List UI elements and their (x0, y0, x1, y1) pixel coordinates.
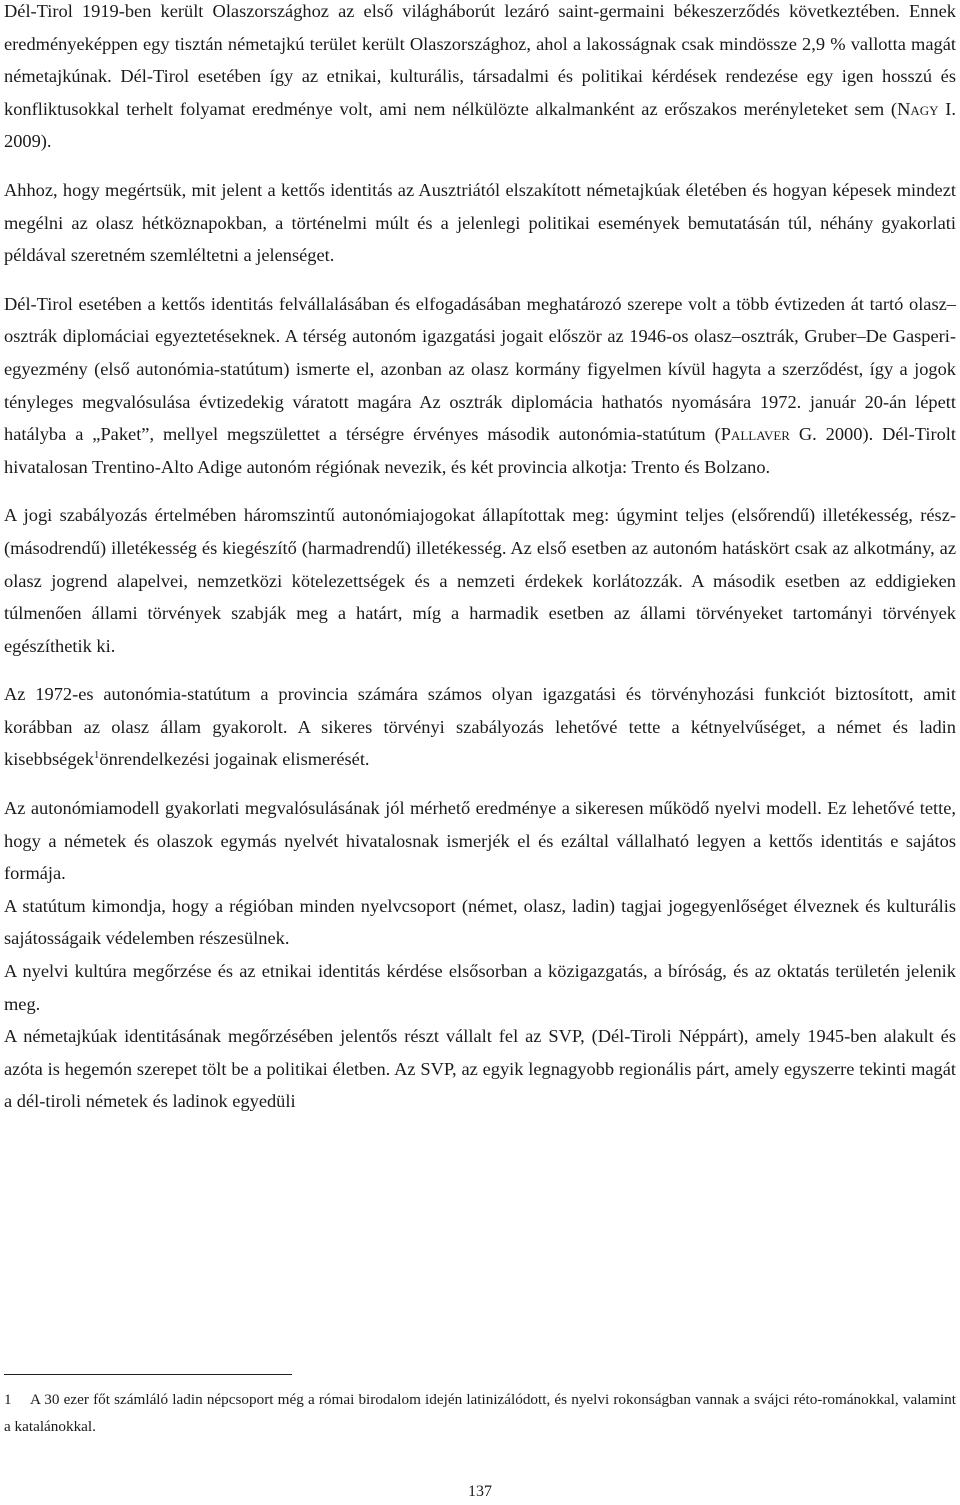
footnote-number: 1 (4, 1391, 12, 1408)
text-run: A statútum kimondja, hogy a régióban minden nyelvcsoport (német, olasz, ladin) tagjai jogegyenlőséget élveznek és kulturális sajátosságaik védelemben részesülnek. (4, 895, 956, 949)
text-run: Dél-Tirol esetében a kettős identitás felvállalásában és elfogadásában meghatározó szerepe volt a több évtizeden át tartó olasz–osztrák diplomáciai egyeztetéseknek. A térség autonóm igazgatási jogait először az 1946-os olasz–osztrák, Gruber–De Gasperi-egyezmény (első autonómia-statútum) ismerte el, azonban az olasz kormány figyelmen kívül hagyta a szerződést, így a jogok tényleges megvalósulása évtizedekig váratott magára Az osztrák diplomácia hathatós nyomására 1972. január 20-án lépett hatályba a „Paket”, mellyel megszülettet a térségre érvényes második autonómia-statútum ( (4, 293, 956, 445)
text-run: I. 2009). (4, 98, 956, 152)
page-body (4, 0, 956, 1118)
text-run: önrendelkezési jogainak elismerését. (99, 749, 370, 770)
text-run: Az autonómiamodell gyakorlati megvalósulásának jól mérhető eredménye a sikeresen működő nyelvi modell. Ez lehetővé tette, hogy a németek és olaszok egymás nyelvét hivatalosnak ismerjék el és ezáltal vállalható legyen a kettős identitás e sajátos formája. (4, 798, 956, 884)
paragraph-5 (4, 678, 956, 776)
paragraph-9 (4, 1020, 956, 1118)
paragraph-1 (4, 0, 956, 158)
text-run: Ahhoz, hogy megértsük, mit jelent a kettős identitás az Ausztriától elszakított németajkúak életében és hogyan képesek mindezt megélni az olasz hétköznapokban, a történelmi múlt és a jelenlegi politikai események bemutatásán túl, néhány gyakorlati példával szeretném szemléltetni a jelenséget. (4, 179, 956, 266)
footnote (4, 1386, 956, 1440)
paragraph-8 (4, 955, 956, 1020)
text-run: Az 1972-es autonómia-statútum a provincia számára számos olyan igazgatási és törvényhozási funkciót biztosított, amit korábban az olasz állam gyakorolt. A sikeres törvényi szabályozás lehetővé tette a kétnyelvűséget, a német és ladin kisebbségek (4, 684, 956, 770)
text-run: G. 2000). Dél-Tirolt hivatalosan Trentino-Alto Adige autonóm régiónak nevezik, és két provincia alkotja: Trento és Bolzano. (4, 424, 956, 477)
paragraph-4 (4, 499, 956, 662)
author-name: Nagy (897, 98, 939, 119)
author-name: Pallaver (720, 424, 790, 445)
text-run: A németajkúak identitásának megőrzésében jelentős részt vállalt fel az SVP, (Dél-Tiroli Néppárt), amely 1945-ben alakult és azóta is hegemón szerepet tölt be a politikai életben. Az SVP, az egyik legnagyobb regionális párt, amely egyszerre tekinti magát a dél-tiroli németek és ladinok egyedüli (4, 1026, 956, 1112)
footnote-text: A 30 ezer főt számláló ladin népcsoport még a római birodalom idején latinizálódott, és nyelvi rokonságban vannak a svájci réto-románokkal, valamint a katalánokkal. (4, 1391, 956, 1435)
paragraph-2 (4, 174, 956, 272)
paragraph-6 (4, 792, 956, 890)
text-run: A nyelvi kultúra megőrzése és az etnikai identitás kérdése elsősorban a közigazgatás, a bíróság, és az oktatás területén jelenik meg. (4, 961, 956, 1014)
page-number: 137 (468, 1483, 492, 1500)
footnote-divider (4, 1374, 292, 1375)
paragraph-3 (4, 288, 956, 484)
text-run: A jogi szabályozás értelmében háromszintű autonómiajogokat állapítottak meg: úgymint teljes (elsőrendű) illetékesség, rész- (másodrendű) illetékesség és kiegészítő (harmadrendű) illetékesség. Az első esetben az autonóm hatáskört csak az alkotmány, az olasz jogrend alapelvei, nemzetközi kötelezettségek és a nemzeti érdekek korlátozzák. A második esetben az eddigieken túlmenően állami törvények szabják meg a határt, míg a harmadik esetben az állami törvényeket tartományi törvények egészíthetik ki. (4, 505, 956, 656)
text-run: Dél-Tirol 1919-ben került Olaszországhoz az első világháborút lezáró saint-germaini békeszerződés következtében. Ennek eredményeképpen egy tisztán németajkú terület került Olaszországhoz, ahol a lakosságnak csak mindössze 2,9 % vallotta magát németajkúnak. Dél-Tirol esetében így az etnikai, kulturális, társadalmi és politikai kérdések rendezése egy igen hosszú és konfliktusokkal terhelt folyamat eredménye volt, ami nem nélkülözte alkalmanként az erőszakos merényleteket sem ( (4, 1, 956, 119)
paragraph-7 (4, 890, 956, 955)
footnote-reference[interactable]: 1 (93, 749, 100, 762)
